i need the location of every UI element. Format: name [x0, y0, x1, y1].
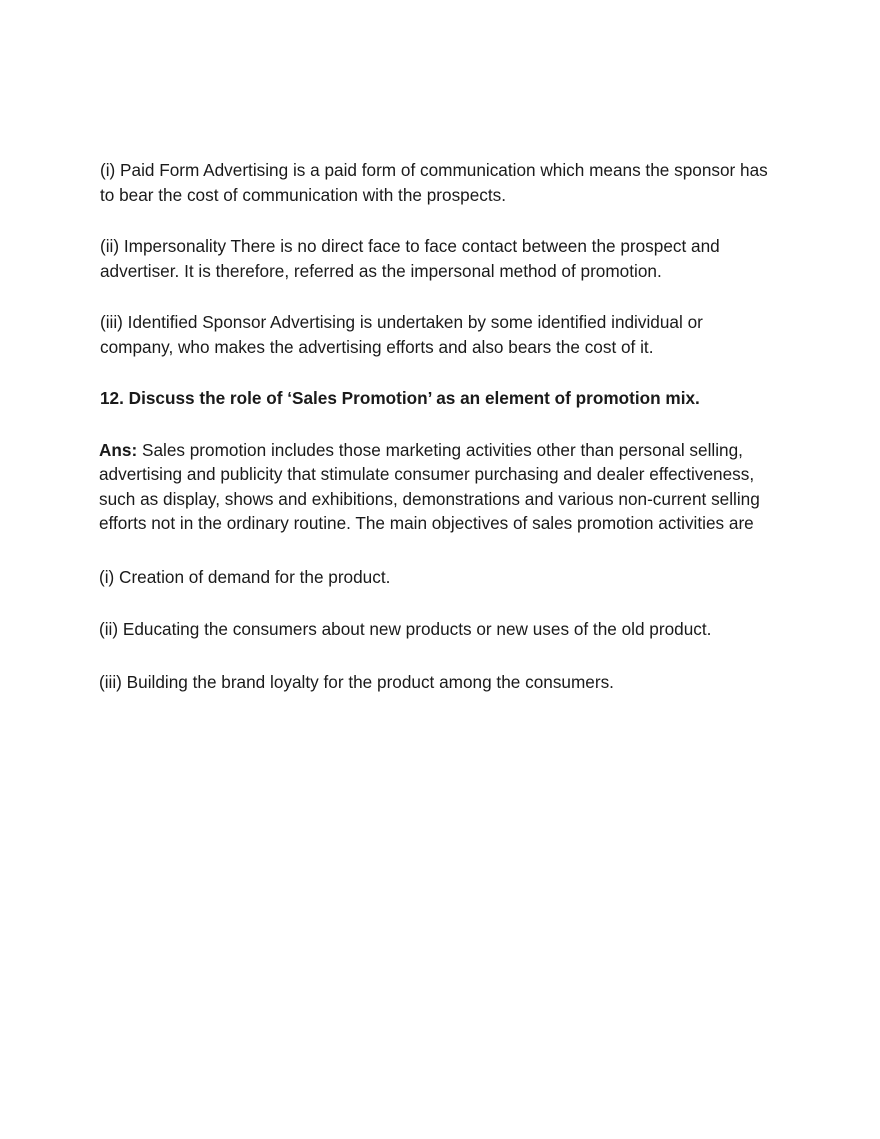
paragraph-identified-sponsor: (iii) Identified Sponsor Advertising is undertaken by some identified individual or company, who makes the advertising efforts and also bears the cost of it.	[100, 312, 703, 357]
answer-label: Ans:	[99, 439, 138, 460]
objective-item: (ii) Educating the consumers about new products or new uses of the old product.	[99, 619, 712, 639]
objective-item: (i) Creation of demand for the product.	[99, 566, 391, 587]
paragraph-impersonality: (ii) Impersonality There is no direct face to face contact between the prospect and advertiser. It is therefore, referred as the impersonal method of promotion.	[100, 236, 720, 281]
question-heading: 12. Discuss the role of ‘Sales Promotion’ as an element of promotion mix.	[100, 388, 700, 408]
answer-paragraph	[99, 438, 780, 536]
document-body	[100, 158, 780, 722]
paragraph-paid-form: (i) Paid Form Advertising is a paid form of communication which means the sponsor has to bear the cost of communication with the prospects.	[100, 160, 768, 205]
answer-text: Sales promotion includes those marketing activities other than personal selling, advertising and publicity that stimulate consumer purchasing and dealer effectiveness, such as display, shows and exhibitions, demonstrations and various non-current selling efforts not in the ordinary routine. The main objectives of sales promotion activities are	[99, 439, 760, 533]
objective-item: (iii) Building the brand loyalty for the product among the consumers.	[99, 671, 614, 692]
